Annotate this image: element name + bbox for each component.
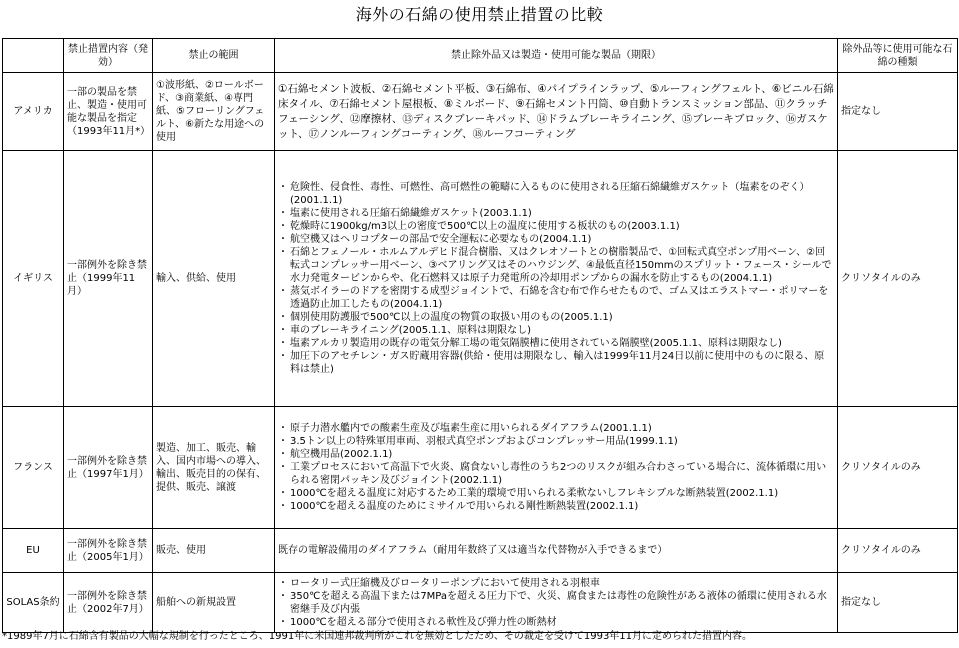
measure-cell: 一部例外を除き禁止（2002年7月） [64,573,153,633]
excluded-list [278,422,834,513]
country-cell: アメリカ [3,73,64,151]
excluded-cell: ①石綿セメント波板、②石綿セメント平板、③石綿布、④パイプラインラップ、⑤ルーフィングフェルト、⑥ビニル石綿床タイル、⑦石綿セメント屋根板、⑧ミルボード、⑨石綿セメント円筒、⑩自動トランスミッション部品、⑪クラッチフェーシング、⑫摩擦材、⑬ディスクブレーキパッド、⑭ドラムブレーキライニング、⑮ブレーキブロック、⑯ガスケット、⑰ノンルーフィングコーティング、⑱ルーフコーティング [275,73,838,151]
list-item: ・ 塩素に使用される圧縮石綿繊維ガスケット(2003.1.1) [278,207,834,220]
table-row [3,151,958,407]
list-item: ・ 航空機用品(2002.1.1) [278,448,834,461]
header-row [3,39,958,73]
table-row [3,573,958,633]
list-item: ・ 蒸気ボイラーのドアを密閉する成型ジョイントで、石綿を含む布で作らせたもので、ゴム又はエラストマー・ポリマーを透過防止加工したもの(2004.1.1) [278,285,834,311]
scope-cell: 船舶への新規設置 [153,573,275,633]
list-item: ・ 工業プロセスにおいて高温下で火炎、腐食ないし毒性のうち2つのリスクが組み合わさっている場合に、流体循環に用いられる密閉パッキン及びジョイント(2002.1.1) [278,461,834,487]
excluded-cell [275,407,838,529]
list-item: ・ 350℃を超える高温下または7MPaを超える圧力下で、火災、腐食または毒性の危険性がある液体の循環に使用される水密継手及び内張 [278,590,834,616]
asbestos-type-cell: 指定なし [838,573,958,633]
footnote: *1989年7月に石綿含有製品の大幅な規制を行ったところ、1991年に米国連邦裁判所がこれを無効としたため、その裁定を受けて1993年11月に定められた措置内容。 [2,631,753,642]
list-item: ・ 3.5トン以上の特殊軍用車両、羽根式真空ポンプおよびコンプレッサー用品(1999.1.1) [278,435,834,448]
list-item: ・ 危険性、侵食性、毒性、可燃性、高可燃性の範疇に入るものに使用される圧縮石綿繊維ガスケット（塩素をのぞく）(2001.1.1) [278,181,834,207]
table-row [3,73,958,151]
asbestos-type-cell: クリソタイルのみ [838,151,958,407]
list-item: ・ 加圧下のアセチレン・ガス貯蔵用容器(供給・使用は期限なし、輸入は1999年11月24日以前に使用中のものに限る、原料は禁止) [278,350,834,376]
table-row [3,529,958,573]
table-row [3,407,958,529]
measure-cell: 一部例外を除き禁止（1997年1月） [64,407,153,529]
list-item: ・ 個別使用防護服で500℃以上の温度の物質の取扱い用のもの(2005.1.1) [278,311,834,324]
header-country [3,39,64,73]
scope-cell: 販売、使用 [153,529,275,573]
excluded-list [278,577,834,629]
header-scope: 禁止の範囲 [153,39,275,73]
asbestos-type-cell: クリソタイルのみ [838,407,958,529]
asbestos-type-cell: クリソタイルのみ [838,529,958,573]
scope-cell: 輸入、供給、使用 [153,151,275,407]
excluded-cell [275,151,838,407]
header-excluded: 禁止除外品又は製造・使用可能な製品（期限） [275,39,838,73]
list-item: ・ 1000℃を超える部分で使用される軟性及び弾力性の断熱材 [278,616,834,629]
excluded-list [278,181,834,376]
list-item: ・ 乾燥時に1900kg/m3以上の密度で500℃以上の温度に使用する板状のもの(2003.1.1) [278,220,834,233]
country-cell: SOLAS条約 [3,573,64,633]
excluded-cell: 既存の電解設備用のダイアフラム（耐用年数終了又は適当な代替物が入手できるまで） [275,529,838,573]
comparison-table [2,38,958,633]
excluded-cell [275,573,838,633]
list-item: ・ 石綿とフェノール・ホルムアルデヒド混合樹脂、又はクレオソートとの樹脂製品で、①回転式真空ポンプ用ベーン、②回転式コンプレッサー用ベーン、③ベアリング又はそのハウジング、④最低直径150mmのスプリット・フェース・シールで水力発電タービンからや、化石燃料又は原子力発電所の冷却用ポンプからの漏水を防止するもの(2004.1.1) [278,246,834,285]
page-title: 海外の石綿の使用禁止措置の比較 [355,5,604,24]
list-item: ・ 1000℃を超える温度のためにミサイルで用いられる剛性断熱装置(2002.1.1) [278,500,834,513]
asbestos-type-cell: 指定なし [838,73,958,151]
list-item: ・ ロータリー式圧縮機及びロータリーポンプにおいて使用される羽根車 [278,577,834,590]
header-measure: 禁止措置内容（発効） [64,39,153,73]
country-cell: フランス [3,407,64,529]
list-item: ・ 塩素アルカリ製造用の既存の電気分解工場の電気隔膜槽に使用されている隔膜壁(2005.1.1、原料は期限なし) [278,337,834,350]
measure-cell: 一部例外を除き禁止（2005年1月） [64,529,153,573]
measure-cell: 一部例外を除き禁止（1999年11月） [64,151,153,407]
list-item: ・ 1000℃を超える温度に対応するため工業的環境で用いられる柔軟ないしフレキシブルな断熱装置(2002.1.1) [278,487,834,500]
list-item: ・ 原子力潜水艦内での酸素生産及び塩素生産に用いられるダイアフラム(2001.1.1) [278,422,834,435]
country-cell: EU [3,529,64,573]
scope-cell: 製造、加工、販売、輸入、国内市場への導入、輸出、販売目的の保有、提供、販売、譲渡 [153,407,275,529]
country-cell: イギリス [3,151,64,407]
scope-cell: ①波形紙、②ロールボード、③商業紙、④専門紙、⑤フローリングフェルト、⑥新たな用途への使用 [153,73,275,151]
header-asbestos-type: 除外品等に使用可能な石綿の種類 [838,39,958,73]
measure-cell: 一部の製品を禁止、製造・使用可能な製品を指定（1993年11月*） [64,73,153,151]
list-item: ・ 車のブレーキライニング(2005.1.1、原料は期限なし) [278,324,834,337]
list-item: ・ 航空機又はヘリコプターの部品で安全運転に必要なもの(2004.1.1) [278,233,834,246]
